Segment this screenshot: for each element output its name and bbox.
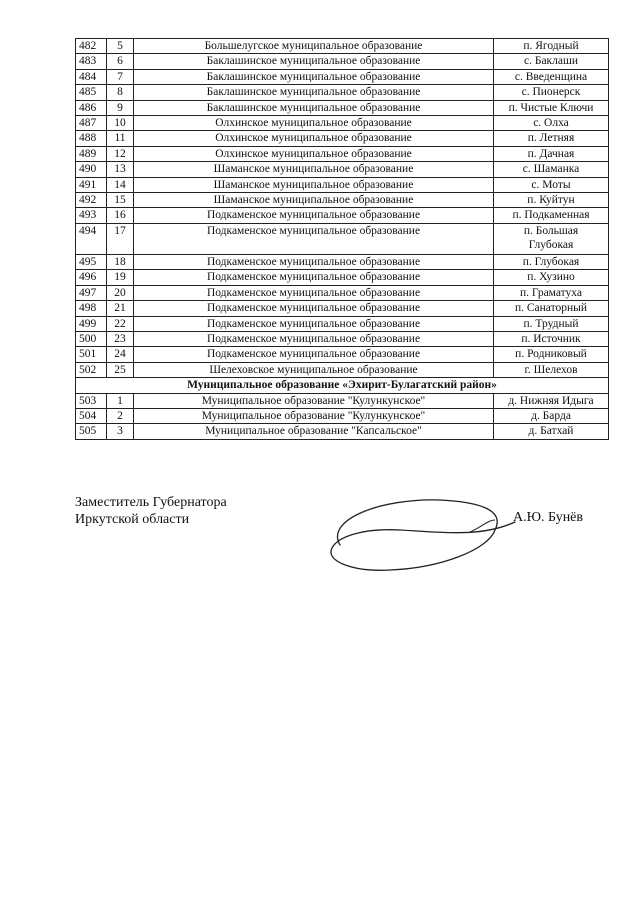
handwritten-signature [320,490,520,580]
row-index: 15 [107,193,134,208]
settlement-name: с. Баклаши [494,54,609,69]
table-row [76,177,609,192]
row-number: 483 [76,54,107,69]
table-row [76,347,609,362]
row-number: 491 [76,177,107,192]
row-index: 5 [107,39,134,54]
table-row [76,331,609,346]
table-row [76,193,609,208]
municipality-name: Олхинское муниципальное образование [134,146,494,161]
table-row [76,285,609,300]
row-number: 497 [76,285,107,300]
row-number: 502 [76,362,107,377]
table-row [76,69,609,84]
municipality-name: Муниципальное образование "Кулункунское" [134,393,494,408]
row-number: 500 [76,331,107,346]
municipality-name: Шелеховское муниципальное образование [134,362,494,377]
settlement-name: с. Олха [494,116,609,131]
table-row [76,270,609,285]
row-number: 498 [76,301,107,316]
row-index: 23 [107,331,134,346]
row-number: 485 [76,85,107,100]
row-index: 22 [107,316,134,331]
table-row [76,208,609,223]
table-row [76,54,609,69]
municipality-name: Подкаменское муниципальное образование [134,331,494,346]
row-number: 488 [76,131,107,146]
municipality-name: Подкаменское муниципальное образование [134,208,494,223]
row-index: 7 [107,69,134,84]
row-number: 494 [76,223,107,254]
municipality-name: Муниципальное образование "Капсальское" [134,424,494,439]
settlement-name: п. Хузино [494,270,609,285]
row-index: 12 [107,146,134,161]
municipality-name: Подкаменское муниципальное образование [134,301,494,316]
settlement-name: п. Источник [494,331,609,346]
row-number: 490 [76,162,107,177]
row-index: 21 [107,301,134,316]
row-index: 1 [107,393,134,408]
settlement-name: с. Введенщина [494,69,609,84]
settlement-name: с. Моты [494,177,609,192]
settlement-name: п. Санаторный [494,301,609,316]
table-row [76,131,609,146]
table-row [76,39,609,54]
table-row [76,393,609,408]
settlement-name: п. Глубокая [494,254,609,269]
row-index: 9 [107,100,134,115]
row-number: 489 [76,146,107,161]
table-row [76,146,609,161]
row-number: 501 [76,347,107,362]
row-number: 487 [76,116,107,131]
municipality-name: Подкаменское муниципальное образование [134,316,494,331]
row-index: 8 [107,85,134,100]
row-index: 17 [107,223,134,254]
municipality-name: Шаманское муниципальное образование [134,162,494,177]
settlement-name: п. Ягодный [494,39,609,54]
row-index: 18 [107,254,134,269]
municipality-name: Баклашинское муниципальное образование [134,85,494,100]
settlement-name-line2: Глубокая [528,239,574,252]
table-row [76,116,609,131]
municipality-name: Подкаменское муниципальное образование [134,347,494,362]
row-index: 13 [107,162,134,177]
row-number: 493 [76,208,107,223]
municipal-settlements-table [75,38,609,440]
row-number: 503 [76,393,107,408]
settlement-name: п. Летняя [494,131,609,146]
settlement-name-line1: п. Большая [523,224,579,237]
table-row [76,162,609,177]
table-row [76,85,609,100]
municipality-name: Большелугское муниципальное образование [134,39,494,54]
row-number: 495 [76,254,107,269]
settlement-name: п. Подкаменная [494,208,609,223]
row-index: 16 [107,208,134,223]
table-row [76,408,609,423]
municipality-name: Олхинское муниципальное образование [134,116,494,131]
municipality-name: Подкаменское муниципальное образование [134,270,494,285]
settlement-name: с. Шаманка [494,162,609,177]
municipality-name: Шаманское муниципальное образование [134,177,494,192]
row-index: 3 [107,424,134,439]
section-header-row [76,378,609,393]
row-number: 504 [76,408,107,423]
signer-name: А.Ю. Бунёв [513,510,584,525]
municipality-name: Баклашинское муниципальное образование [134,100,494,115]
table-row [76,424,609,439]
row-index: 10 [107,116,134,131]
settlement-name: д. Барда [494,408,609,423]
row-index: 6 [107,54,134,69]
table-row [76,254,609,269]
municipality-name: Шаманское муниципальное образование [134,193,494,208]
municipality-name: Подкаменское муниципальное образование [134,223,494,254]
signer-position-line2: Иркутской области [75,512,190,527]
municipality-name: Баклашинское муниципальное образование [134,54,494,69]
row-index: 24 [107,347,134,362]
municipality-name: Подкаменское муниципальное образование [134,254,494,269]
settlement-name: д. Нижняя Идыга [494,393,609,408]
municipality-name: Муниципальное образование "Кулункунское" [134,408,494,423]
row-number: 505 [76,424,107,439]
row-number: 499 [76,316,107,331]
row-index: 11 [107,131,134,146]
settlement-name: п. Родниковый [494,347,609,362]
settlement-name: д. Батхай [494,424,609,439]
settlement-name: п. Трудный [494,316,609,331]
row-number: 486 [76,100,107,115]
row-index: 25 [107,362,134,377]
row-index: 20 [107,285,134,300]
row-index: 2 [107,408,134,423]
table-row [76,362,609,377]
row-number: 482 [76,39,107,54]
table-row [76,100,609,115]
municipality-name: Подкаменское муниципальное образование [134,285,494,300]
row-index: 19 [107,270,134,285]
settlement-name: п. Чистые Ключи [494,100,609,115]
row-number: 492 [76,193,107,208]
settlement-name: п. Граматуха [494,285,609,300]
municipality-name: Олхинское муниципальное образование [134,131,494,146]
table-row [76,316,609,331]
settlement-name: п. Дачная [494,146,609,161]
settlement-name: п. Куйтун [494,193,609,208]
table-row [76,301,609,316]
settlement-name: с. Пионерск [494,85,609,100]
row-number: 496 [76,270,107,285]
signer-position-line1: Заместитель Губернатора [75,495,227,510]
settlement-name: г. Шелехов [494,362,609,377]
row-index: 14 [107,177,134,192]
table-row [76,223,609,254]
municipality-name: Баклашинское муниципальное образование [134,69,494,84]
row-number: 484 [76,69,107,84]
settlement-name [494,223,609,254]
section-title: Муниципальное образование «Эхирит-Булагатский район» [76,378,609,393]
